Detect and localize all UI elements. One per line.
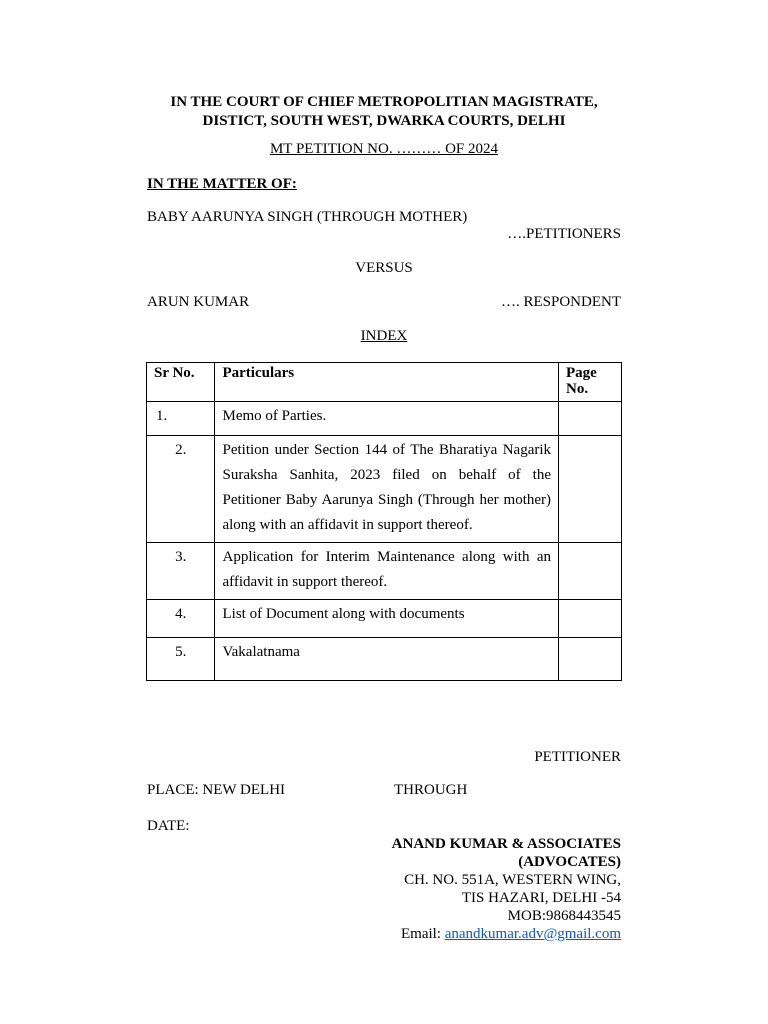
table-row: [147, 600, 622, 638]
row-sr: 3.: [147, 543, 215, 600]
date-label: DATE:: [147, 818, 190, 834]
table-row: [147, 436, 622, 543]
respondent-role: …. RESPONDENT: [500, 294, 621, 310]
petitioner-signature-label: PETITIONER: [534, 749, 621, 765]
header-particulars: Particulars: [215, 363, 559, 402]
respondent-name: ARUN KUMAR: [147, 294, 250, 310]
table-row: [147, 402, 622, 436]
row-particulars: List of Document along with documents: [215, 600, 559, 638]
petitioner-role: ….PETITIONERS: [507, 226, 621, 242]
court-title-line2: DISTICT, SOUTH WEST, DWARKA COURTS, DELHI: [202, 113, 566, 129]
email-link[interactable]: anandkumar.adv@gmail.com: [444, 926, 621, 942]
row-particulars: Memo of Parties.: [215, 402, 559, 436]
row-page: [559, 543, 622, 600]
row-page: [559, 402, 622, 436]
header-sr-no: Sr No.: [147, 363, 215, 402]
place-label: PLACE: NEW DELHI: [147, 782, 286, 798]
row-page: [559, 638, 622, 681]
court-title-line1: IN THE COURT OF CHIEF METROPOLITIAN MAGISTRATE,: [170, 94, 598, 110]
email-line: [401, 926, 621, 943]
row-sr: 2.: [147, 436, 215, 543]
mobile-number: MOB:9868443545: [507, 908, 621, 924]
row-page: [559, 600, 622, 638]
row-sr: 4.: [147, 600, 215, 638]
matter-heading: IN THE MATTER OF:: [147, 176, 297, 192]
row-particulars: Application for Interim Maintenance along with an affidavit in support thereof.: [215, 543, 559, 600]
firm-type: (ADVOCATES): [518, 854, 621, 870]
table-row: [147, 543, 622, 600]
address-line2: TIS HAZARI, DELHI -54: [461, 890, 621, 906]
petitioner-name: BABY AARUNYA SINGH (THROUGH MOTHER): [147, 209, 468, 225]
firm-name: ANAND KUMAR & ASSOCIATES: [391, 836, 621, 852]
row-particulars: Vakalatnama: [215, 638, 559, 681]
email-label: Email:: [400, 926, 445, 942]
address-line1: CH. NO. 551A, WESTERN WING,: [404, 872, 621, 888]
table-row: [147, 638, 622, 681]
row-particulars: Petition under Section 144 of The Bharatiya Nagarik Suraksha Sanhita, 2023 filed on behalf of the Petitioner Baby Aarunya Singh (Through her mother) along with an affidavit in support thereof.: [215, 436, 559, 543]
index-table: [146, 362, 622, 681]
through-label: THROUGH: [394, 782, 468, 798]
petition-number: MT PETITION NO. ……… OF 2024: [269, 141, 499, 157]
index-title: INDEX: [360, 328, 408, 344]
row-sr: 1.: [147, 402, 215, 436]
row-page: [559, 436, 622, 543]
row-sr: 5.: [147, 638, 215, 681]
versus-label: VERSUS: [355, 260, 413, 276]
header-page-no: Page No.: [559, 363, 622, 402]
table-header-row: [147, 363, 622, 402]
